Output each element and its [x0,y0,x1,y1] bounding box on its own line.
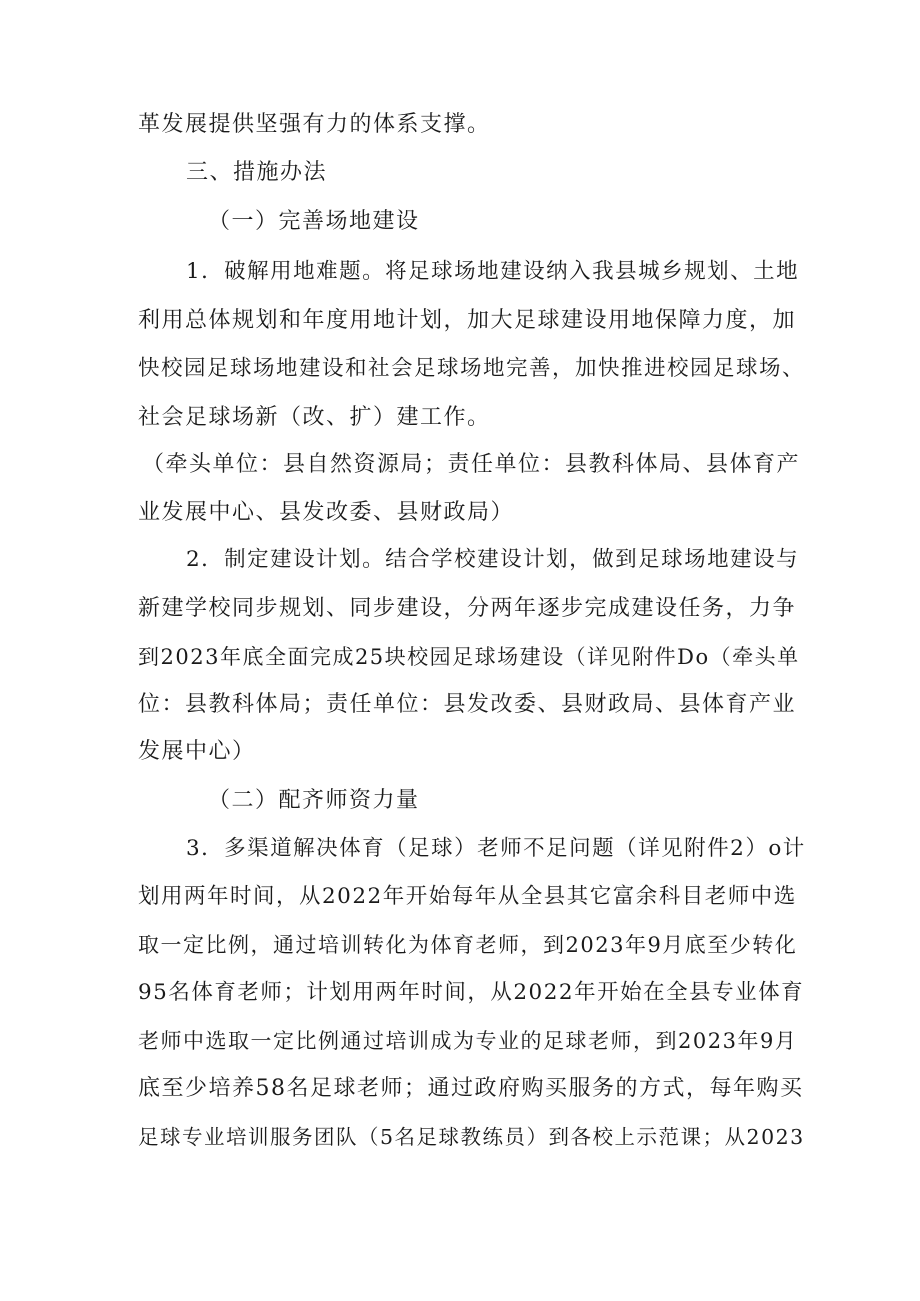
paragraph-line: （牵头单位：县自然资源局；责任单位：县教科体局、县体育产 [142,452,801,477]
subsection-heading: （二）配齐师资力量 [208,788,420,813]
paragraph-line: 利用总体规划和年度用地计划，加大足球建设用地保障力度，加 [138,308,797,333]
paragraph-line: 1．破解用地难题。将足球场地建设纳入我县城乡规划、土地 [186,259,800,284]
section-heading: 三、措施办法 [186,160,328,185]
paragraph-line: 社会足球场新（改、扩）建工作。 [138,405,491,430]
paragraph-line: 快校园足球场地建设和社会足球场地完善，加快推进校园足球场、 [138,356,806,381]
subsection-heading: （一）完善场地建设 [208,209,420,234]
paragraph-line: 取一定比例，通过培训转化为体育老师，到2023年9月底至少转化 [138,933,798,957]
paragraph-line: 革发展提供坚强有力的体系支撑。 [138,112,491,137]
paragraph-line: 发展中心） [138,739,256,764]
paragraph-line: 足球专业培训服务团队（5名足球教练员）到各校上示范课；从2023 [138,1125,805,1149]
paragraph-line: 底至少培养58名足球老师；通过政府购买服务的方式，每年购买 [138,1076,804,1101]
paragraph-line: 位：县教科体局；责任单位：县发改委、县财政局、县体育产业 [138,692,797,717]
paragraph-line: 新建学校同步规划、同步建设，分两年逐步完成建设任务，力争 [138,596,797,621]
paragraph-line: 95名体育老师；计划用两年时间，从2022年开始在全县专业体育 [138,980,805,1005]
paragraph-line: 划用两年时间，从2022年开始每年从全县其它富余科目老师中选 [138,884,797,909]
paragraph-line: 到2023年底全面完成25块校园足球场建设（详见附件Do（牵头单 [138,645,800,669]
paragraph-line: 2．制定建设计划。结合学校建设计划，做到足球场地建设与 [186,547,800,572]
paragraph-line: 业发展中心、县发改委、县财政局） [138,500,515,525]
paragraph-line: 老师中选取一定比例通过培训成为专业的足球老师，到2023年9月 [138,1029,798,1053]
paragraph-line: 3．多渠道解决体育（足球）老师不足问题（详见附件2）o计 [186,836,806,861]
